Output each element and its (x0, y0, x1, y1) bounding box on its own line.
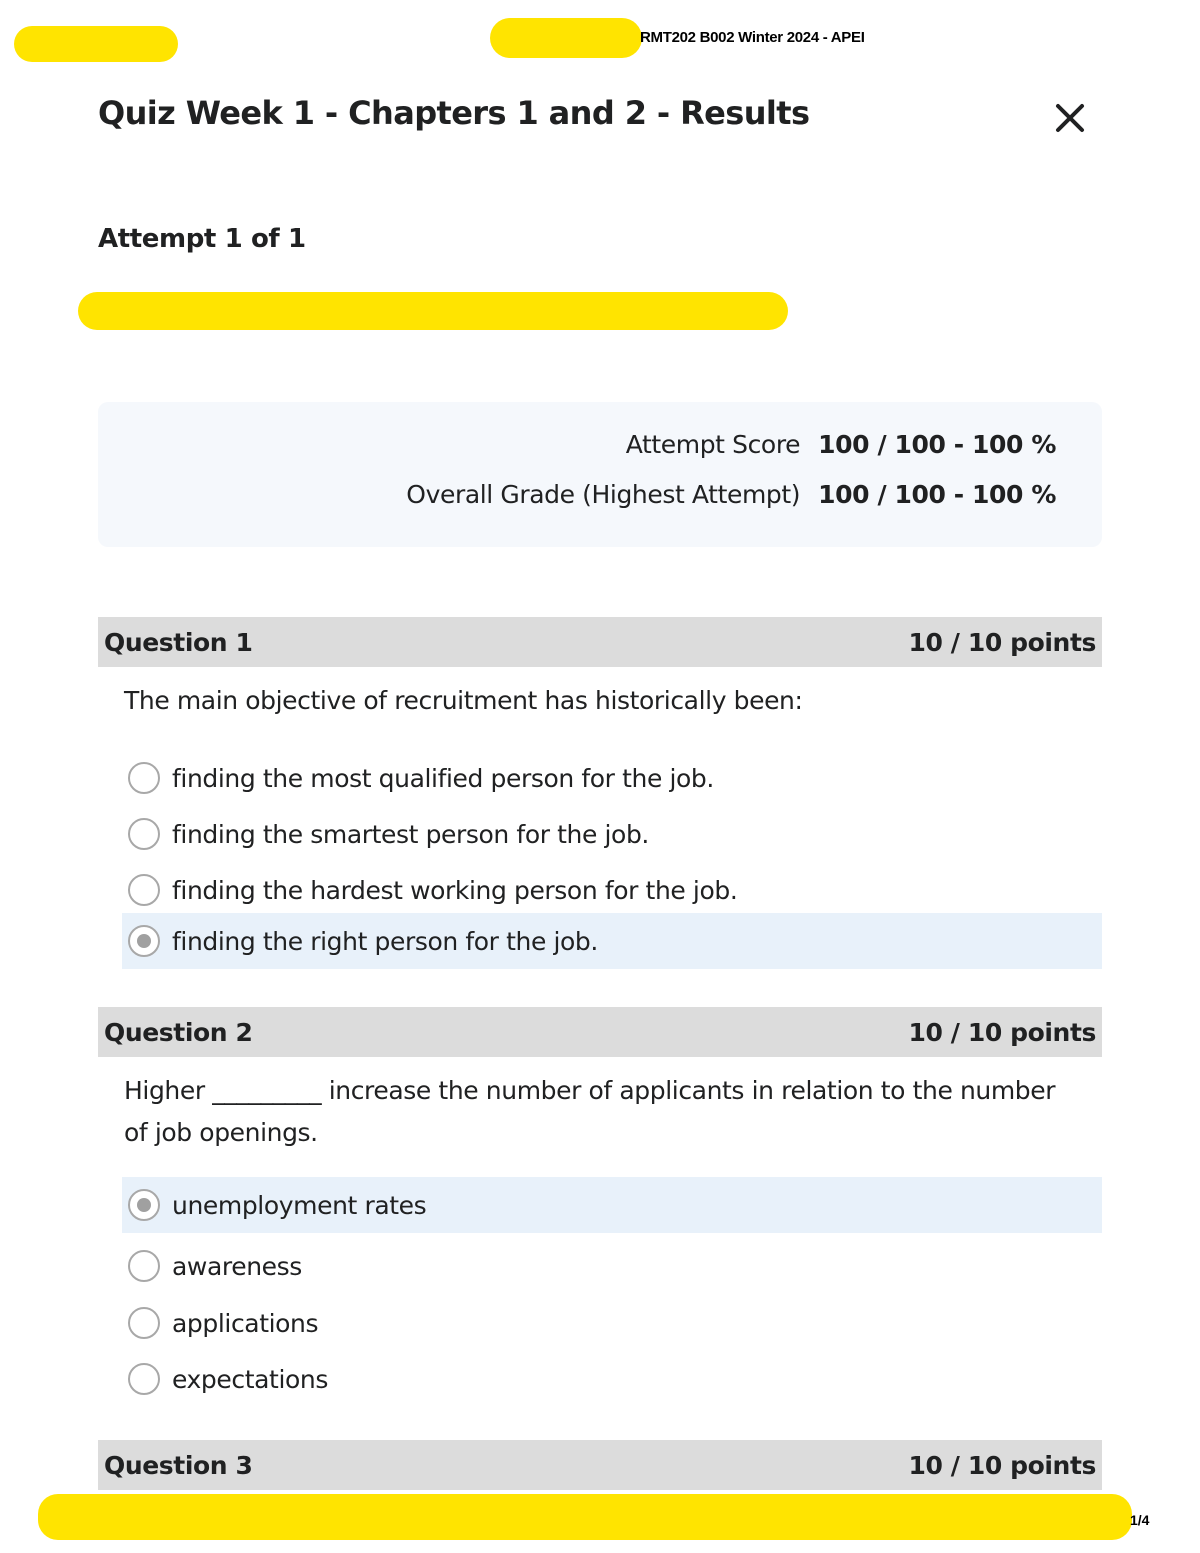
attempt-score-label: Attempt Score (625, 430, 801, 459)
page-title: Quiz Week 1 - Chapters 1 and 2 - Results (98, 94, 810, 132)
question-text: The main objective of recruitment has historically been: (124, 686, 803, 715)
answer-option-label: awareness (172, 1251, 302, 1281)
overall-grade-row (406, 480, 1056, 509)
radio-button[interactable] (128, 818, 160, 850)
question-title: Question 2 (104, 1017, 253, 1047)
answer-option-selected[interactable] (122, 913, 1102, 969)
question-title: Question 1 (104, 627, 253, 657)
print-header: RMT202 B002 Winter 2024 - APEI (640, 29, 865, 46)
answer-option-label: applications (172, 1308, 319, 1338)
answer-option[interactable] (122, 1351, 1102, 1407)
attempt-score-value: 100 / 100 - 100 % (818, 430, 1056, 459)
answer-option[interactable] (122, 1238, 1102, 1294)
close-icon (1054, 102, 1086, 134)
radio-dot-icon (137, 1198, 151, 1212)
overall-grade-label: Overall Grade (Highest Attempt) (406, 480, 801, 509)
radio-button-selected[interactable] (128, 1189, 160, 1221)
redaction-highlight (14, 26, 178, 62)
answer-option-label: finding the hardest working person for the job. (172, 875, 738, 905)
answer-option[interactable] (122, 806, 1102, 862)
radio-button[interactable] (128, 1307, 160, 1339)
score-summary-panel (98, 402, 1102, 547)
answer-option[interactable] (122, 862, 1102, 918)
answer-option-label: finding the most qualified person for the job. (172, 763, 714, 793)
overall-grade-value: 100 / 100 - 100 % (818, 480, 1056, 509)
question-points: 10 / 10 points (908, 1017, 1096, 1047)
answer-option[interactable] (122, 1295, 1102, 1351)
radio-dot-icon (137, 934, 151, 948)
answer-option-label: finding the smartest person for the job. (172, 819, 649, 849)
attempt-heading: Attempt 1 of 1 (98, 224, 306, 254)
question-title: Question 3 (104, 1450, 253, 1480)
question-header (98, 1440, 1102, 1490)
redaction-highlight (38, 1494, 1132, 1540)
answer-option-selected[interactable] (122, 1177, 1102, 1233)
question-points: 10 / 10 points (908, 627, 1096, 657)
radio-button[interactable] (128, 1363, 160, 1395)
answer-option-label: unemployment rates (172, 1190, 427, 1220)
radio-button[interactable] (128, 874, 160, 906)
answer-option-label: finding the right person for the job. (172, 926, 598, 956)
radio-button[interactable] (128, 1250, 160, 1282)
question-text: Higher _________ increase the number of applicants in relation to the number of job openings. (124, 1076, 1056, 1147)
question-header (98, 617, 1102, 667)
close-button[interactable] (1048, 96, 1092, 140)
redaction-highlight (490, 18, 642, 58)
page-number: 1/4 (1130, 1512, 1150, 1528)
radio-button-selected[interactable] (128, 925, 160, 957)
answer-option[interactable] (122, 750, 1102, 806)
radio-button[interactable] (128, 762, 160, 794)
redaction-highlight (78, 292, 788, 330)
answer-option-label: expectations (172, 1364, 328, 1394)
question-points: 10 / 10 points (908, 1450, 1096, 1480)
question-header (98, 1007, 1102, 1057)
attempt-score-row (626, 430, 1056, 459)
